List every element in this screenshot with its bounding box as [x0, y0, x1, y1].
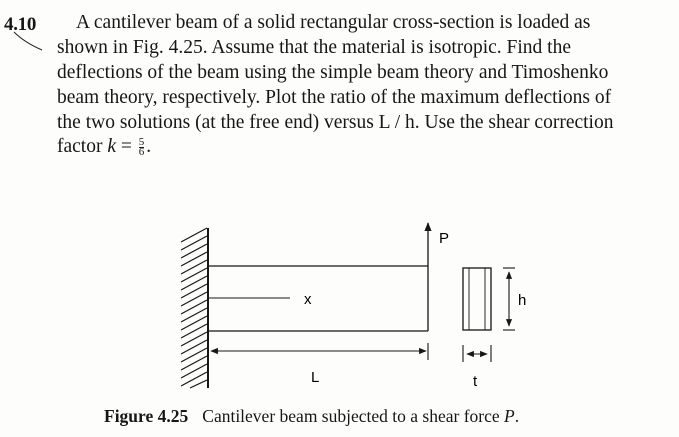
figure-label: Figure 4.25: [104, 406, 189, 426]
caption-var: P: [504, 406, 515, 426]
problem-line-3: deflections of the beam using the simple beam theory and Timoshenko: [57, 62, 609, 83]
problem-number: 4.10: [4, 14, 37, 35]
cross-section: [463, 268, 491, 330]
problem-line-5: the two solutions (at the free end) versus L / h. Use the shear correction: [57, 112, 614, 133]
problem-line-1: A cantilever beam of a solid rectangular cross-section is loaded as: [76, 12, 591, 33]
fraction-numerator: 5: [138, 136, 145, 149]
cross-section-inner-edge: [469, 268, 485, 330]
fraction-denominator: 6: [138, 146, 145, 159]
sentence-period: .: [146, 136, 152, 157]
p-label: P: [439, 230, 450, 247]
figure-caption: [104, 406, 519, 427]
caption-text: Cantilever beam subjected to a shear force: [202, 406, 505, 426]
l-label: L: [311, 369, 320, 386]
equals-sign: =: [116, 136, 137, 157]
problem-line-2: shown in Fig. 4.25. Assume that the material is isotropic. Find the: [57, 37, 572, 58]
k-symbol: k: [107, 136, 116, 157]
h-label: h: [518, 292, 527, 309]
factor-text: factor: [57, 136, 108, 157]
caption-period: .: [514, 406, 520, 426]
fixed-wall-support: [181, 228, 208, 388]
t-label: t: [473, 373, 478, 390]
problem-line-4: beam theory, respectively. Plot the ratio of the maximum deflections of: [57, 87, 612, 108]
x-label: x: [304, 291, 312, 308]
